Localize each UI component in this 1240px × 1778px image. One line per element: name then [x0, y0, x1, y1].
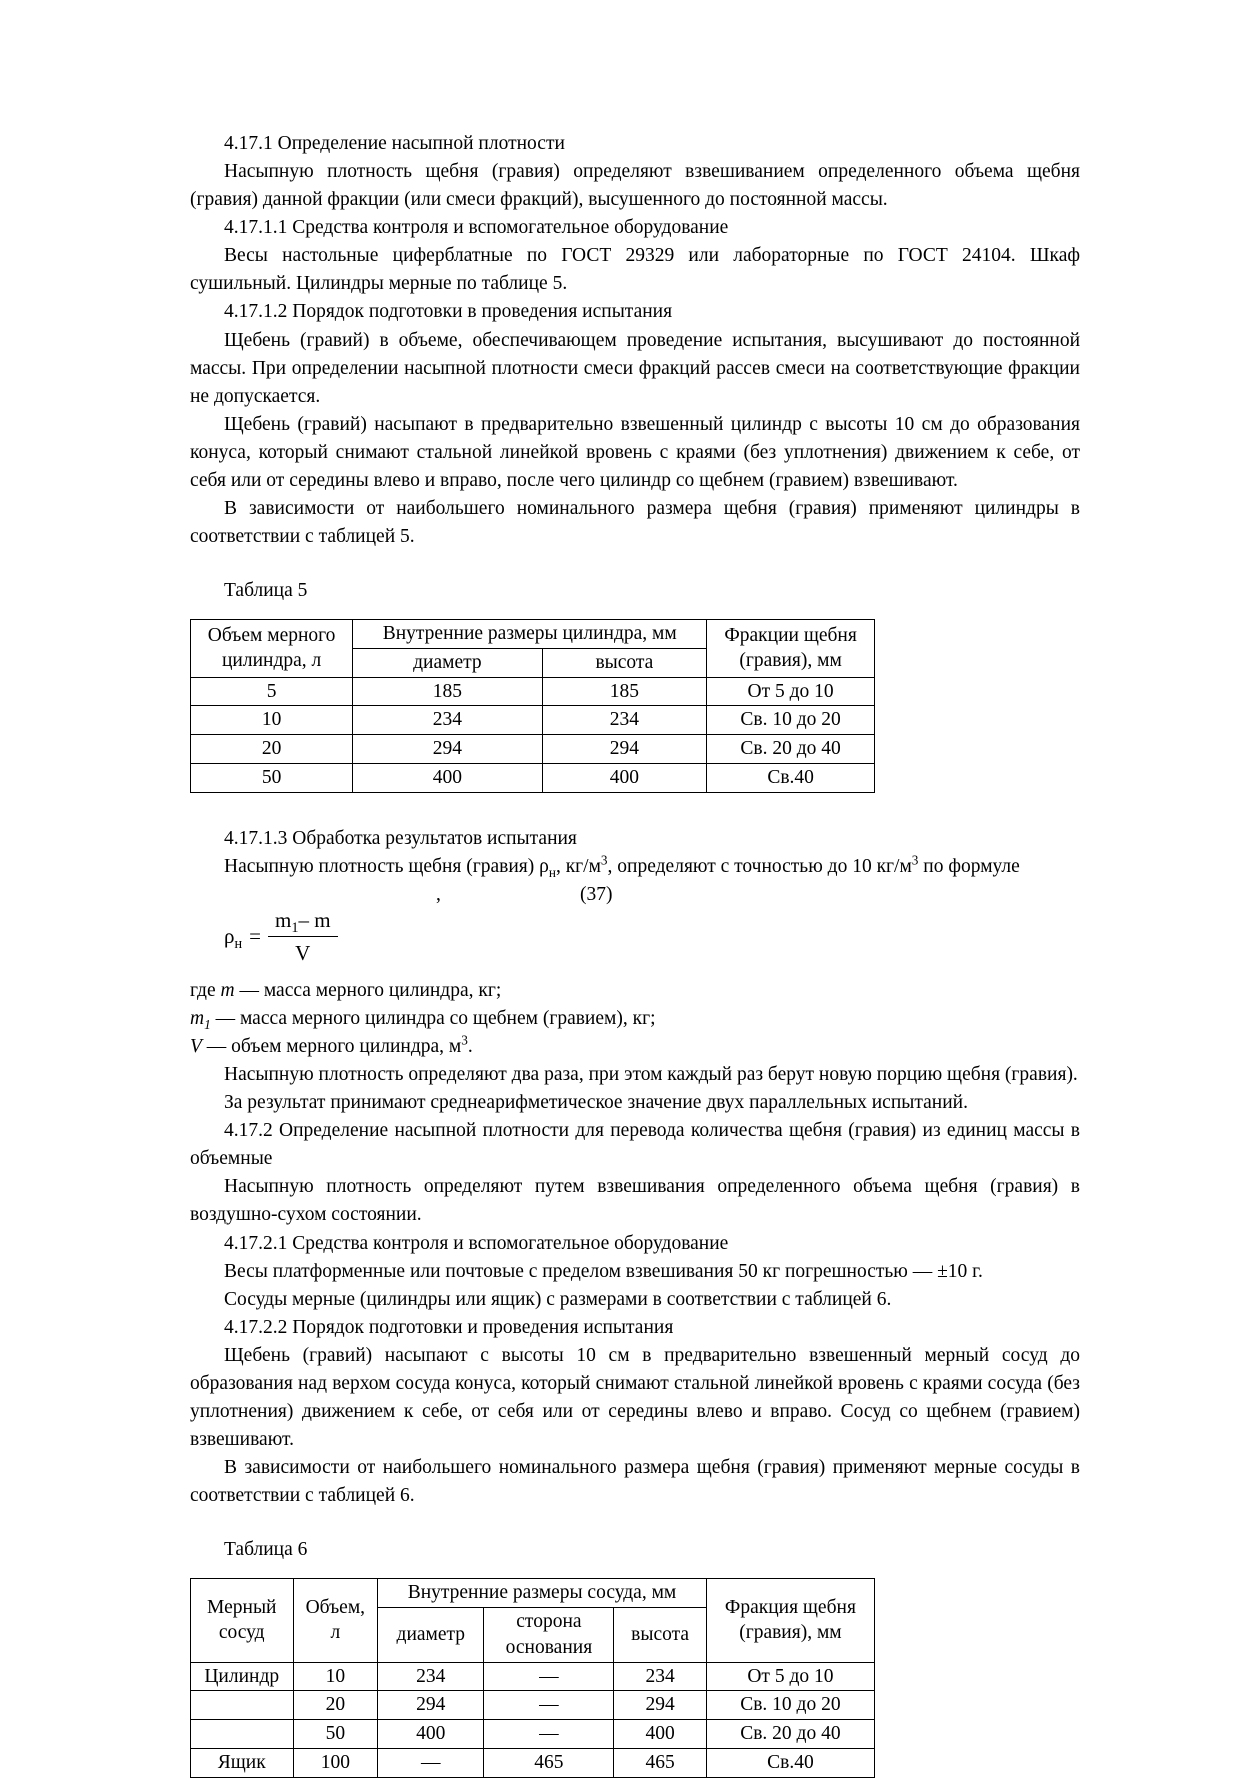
paragraph-procedure-2: В зависимости от наибольшего номинального размера щебня (гравия) применяют мерные сосуды в соответствии с таблицей 6. — [190, 1457, 1080, 1507]
paragraph-4-17-2-body: Насыпную плотность определяют путем взвешивания определенного объема щебня (гравия) в воздушно-сухом состоянии. — [190, 1176, 1080, 1226]
formula-numerator-m1-subscript: 1 — [291, 920, 299, 936]
table6-header-fraction-line1: Фракция щебня — [724, 1596, 856, 1618]
table5-cell-volume: 10 — [191, 706, 353, 735]
formula-rho-subscript: н — [234, 936, 243, 953]
table6-header-base-side — [484, 1608, 614, 1662]
table5-cell-fraction: Св. 20 до 40 — [707, 735, 875, 764]
definition-v-tail: . — [467, 1035, 473, 1057]
table5-cell-volume: 50 — [191, 763, 353, 792]
table6-caption: Таблица 6 — [224, 1539, 308, 1561]
paragraph-preparation-1: Щебень (гравий) в объеме, обеспечивающем проведение испытания, высушивают до постоянной массы. При определении насыпной плотности смеси фракций рассев смеси на соответствующие фракции не допускается. — [190, 329, 1080, 407]
table-row — [191, 1662, 875, 1691]
table5-cell-fraction: От 5 до 10 — [707, 677, 875, 706]
table5-cell-volume: 5 — [191, 677, 353, 706]
table5-cell-height: 400 — [542, 763, 707, 792]
paragraph-procedure-1: Щебень (гравий) насыпают с высоты 10 см в предварительно взвешенный мерный сосуд до образования над верхом сосуда конуса, который снимают стальной линейкой вровень с краями сосуда (без уплотнения) движением к себе, от себя или от середины влево и вправо. Сосуд со щебнем (гравием) взвешивают. — [190, 1344, 1080, 1451]
table5-cell-height: 185 — [542, 677, 707, 706]
paragraph-vessels: Сосуды мерные (цилиндры или ящик) с размерами в соответствии с таблицей 6. — [224, 1288, 892, 1310]
table5-cell-diameter: 234 — [353, 706, 542, 735]
table6-cell-diameter: 234 — [378, 1662, 484, 1691]
table6-cell-fraction: Св.40 — [706, 1748, 874, 1777]
table6-cell-volume: 20 — [293, 1691, 378, 1720]
table6-cell-vessel — [191, 1720, 294, 1749]
table5-cell-volume: 20 — [191, 735, 353, 764]
table5-header-volume-line1: Объем мерного — [207, 624, 336, 646]
table-row — [191, 735, 875, 764]
table6-cell-fraction: Св. 20 до 40 — [706, 1720, 874, 1749]
table5-cell-diameter: 294 — [353, 735, 542, 764]
table5-header-row-1 — [191, 620, 875, 649]
heading-4-17-1: 4.17.1 Определение насыпной плотности — [224, 133, 565, 154]
table6-cell-height: 465 — [614, 1748, 707, 1777]
table-row — [191, 763, 875, 792]
definition-m — [190, 977, 1080, 1005]
table-row — [191, 706, 875, 735]
formula-intro-part1: Насыпную плотность щебня (гравия) ρ — [224, 855, 549, 877]
definition-m-symbol: m — [220, 979, 235, 1001]
table6-cell-volume: 50 — [293, 1720, 378, 1749]
paragraph-formula-intro — [190, 853, 1080, 881]
table6-header-vessel-line1: Мерный — [207, 1596, 277, 1618]
table5-header-fraction-line2: (гравия), мм — [739, 650, 842, 672]
formula-intro-sup1: 3 — [600, 852, 608, 868]
table5-cell-height: 294 — [542, 735, 707, 764]
paragraph-4-17-1-1: Насыпную плотность щебня (гравия) определяют взвешиванием определенного объема щебня (гравия) данной фракции (или смеси фракций), высушенного до постоянной массы. — [190, 161, 1080, 211]
definition-v-text: — объем мерного цилиндра, м — [201, 1035, 462, 1057]
table6-header-height: высота — [614, 1608, 707, 1662]
table-row — [191, 1691, 875, 1720]
table6-cell-vessel: Ящик — [191, 1748, 294, 1777]
table5-header-height: высота — [542, 648, 707, 677]
table6-cell-vessel — [191, 1691, 294, 1720]
table5-header-diameter: диаметр — [353, 648, 542, 677]
table6-cell-diameter: 294 — [378, 1691, 484, 1720]
heading-4-17-2-2: 4.17.2.2 Порядок подготовки и проведения испытания — [224, 1316, 674, 1338]
formula-37-block — [190, 881, 1080, 977]
definition-m1-text: — масса мерного цилиндра со щебнем (гравием), кг; — [210, 1007, 656, 1029]
paragraph-preparation-2: Щебень (гравий) насыпают в предварительно взвешенный цилиндр с высоты 10 см до образования конуса, который снимают стальной линейкой вровень с краями (без уплотнения) движением к себе, от себя или от середины влево и вправо, после чего цилиндр со щебнем (гравием) взвешивают. — [190, 413, 1080, 491]
definition-v — [190, 1033, 1080, 1061]
table5-header-group: Внутренние размеры цилиндра, мм — [353, 620, 707, 649]
table5-cell-fraction: Св.40 — [707, 763, 875, 792]
table5-header-fraction-line1: Фракции щебня — [724, 624, 857, 646]
formula-rho-symbol: ρ — [224, 924, 235, 949]
table6-cell-base-side: — — [484, 1691, 614, 1720]
paragraph-scales: Весы платформенные или почтовые с пределом взвешивания 50 кг погрешностью — ±10 г. — [224, 1260, 983, 1282]
table6-header-base-side-line1: сторона — [516, 1611, 582, 1633]
definition-v-symbol: V — [190, 1035, 202, 1057]
table6-cell-vessel: Цилиндр — [191, 1662, 294, 1691]
table-5 — [190, 619, 875, 792]
heading-4-17-1-2: 4.17.1.2 Порядок подготовки в проведения испытания — [224, 301, 673, 323]
definition-m-text: — масса мерного цилиндра, кг; — [234, 979, 502, 1001]
formula-numerator-minus-m: – m — [298, 907, 331, 932]
table-row — [191, 1748, 875, 1777]
table-6 — [190, 1578, 875, 1777]
formula-intro-part3: , определяют с точностью до 10 кг/м — [607, 855, 912, 877]
table6-cell-base-side: — — [484, 1720, 614, 1749]
table6-header-volume-line2: л — [330, 1622, 341, 1644]
table6-header-fraction — [706, 1579, 874, 1662]
table5-header-volume — [191, 620, 353, 677]
table6-cell-height: 294 — [614, 1691, 707, 1720]
formula-intro-subscript: н — [548, 864, 556, 880]
formula-lhs — [224, 921, 242, 951]
paragraph-average-result: За результат принимают среднеарифметическое значение двух параллельных испытаний. — [224, 1092, 968, 1114]
formula-numerator-m1: m — [274, 907, 292, 932]
table6-cell-height: 400 — [614, 1720, 707, 1749]
table6-cell-diameter: 400 — [378, 1720, 484, 1749]
formula-equation — [224, 905, 338, 968]
table6-cell-fraction: От 5 до 10 — [706, 1662, 874, 1691]
table6-header-vessel-line2: сосуд — [218, 1622, 265, 1644]
paragraph-preparation-3: В зависимости от наибольшего номинального размера щебня (гравия) применяют цилиндры в соответствии с таблицей 5. — [190, 498, 1080, 548]
table5-cell-diameter: 400 — [353, 763, 542, 792]
table5-caption: Таблица 5 — [224, 580, 308, 602]
formula-equals-sign: = — [249, 924, 261, 949]
table6-cell-height: 234 — [614, 1662, 707, 1691]
table6-header-diameter: диаметр — [378, 1608, 484, 1662]
paragraph-equipment: Весы настольные циферблатные по ГОСТ 29329 или лабораторные по ГОСТ 24104. Шкаф сушильный. Цилиндры мерные по таблице 5. — [190, 245, 1080, 295]
table6-cell-volume: 100 — [293, 1748, 378, 1777]
table5-header-fraction — [707, 620, 875, 677]
formula-intro-sup2: 3 — [911, 852, 919, 868]
table6-cell-fraction: Св. 10 до 20 — [706, 1691, 874, 1720]
definition-m-prefix: где — [190, 979, 221, 1001]
table6-header-fraction-line2: (гравия), мм — [739, 1622, 842, 1644]
table-row — [191, 1720, 875, 1749]
table6-header-volume — [293, 1579, 378, 1662]
formula-fraction — [268, 905, 338, 968]
table6-header-row-1 — [191, 1579, 875, 1608]
definition-m1 — [190, 1005, 1080, 1033]
table6-header-group: Внутренние размеры сосуда, мм — [378, 1579, 707, 1608]
heading-4-17-1-3: 4.17.1.3 Обработка результатов испытания — [224, 827, 577, 849]
table6-header-base-side-line2: основания — [505, 1636, 593, 1658]
definition-m1-symbol: m — [190, 1007, 205, 1029]
table6-cell-volume: 10 — [293, 1662, 378, 1691]
formula-number-37: (37) — [580, 883, 613, 905]
table5-header-volume-line2: цилиндра, л — [221, 650, 322, 672]
heading-4-17-2-1: 4.17.2.1 Средства контроля и вспомогательное оборудование — [224, 1232, 729, 1254]
formula-numerator — [268, 905, 338, 936]
table6-header-vessel — [191, 1579, 294, 1662]
table6-cell-diameter: — — [378, 1748, 484, 1777]
definition-v-superscript: 3 — [461, 1032, 468, 1048]
table5-cell-height: 234 — [542, 706, 707, 735]
table-row — [191, 677, 875, 706]
formula-intro-part2: , кг/м — [555, 855, 601, 877]
table5-cell-diameter: 185 — [353, 677, 542, 706]
formula-trailing-comma: , — [436, 883, 441, 905]
formula-intro-part4: по формуле — [918, 855, 1020, 877]
formula-denominator: V — [268, 936, 338, 968]
heading-4-17-1-1: 4.17.1.1 Средства контроля и вспомогательное оборудование — [224, 217, 729, 239]
definition-m1-subscript: 1 — [204, 1016, 211, 1032]
paragraph-two-determinations: Насыпную плотность определяют два раза, при этом каждый раз берут новую порцию щебня (гравия). — [224, 1064, 1078, 1086]
table6-cell-base-side: — — [484, 1662, 614, 1691]
table6-header-volume-line1: Объем, — [305, 1596, 366, 1618]
table5-cell-fraction: Св. 10 до 20 — [707, 706, 875, 735]
table6-cell-base-side: 465 — [484, 1748, 614, 1777]
heading-4-17-2: 4.17.2 Определение насыпной плотности для перевода количества щебня (гравия) из единиц массы в объемные — [190, 1120, 1080, 1170]
